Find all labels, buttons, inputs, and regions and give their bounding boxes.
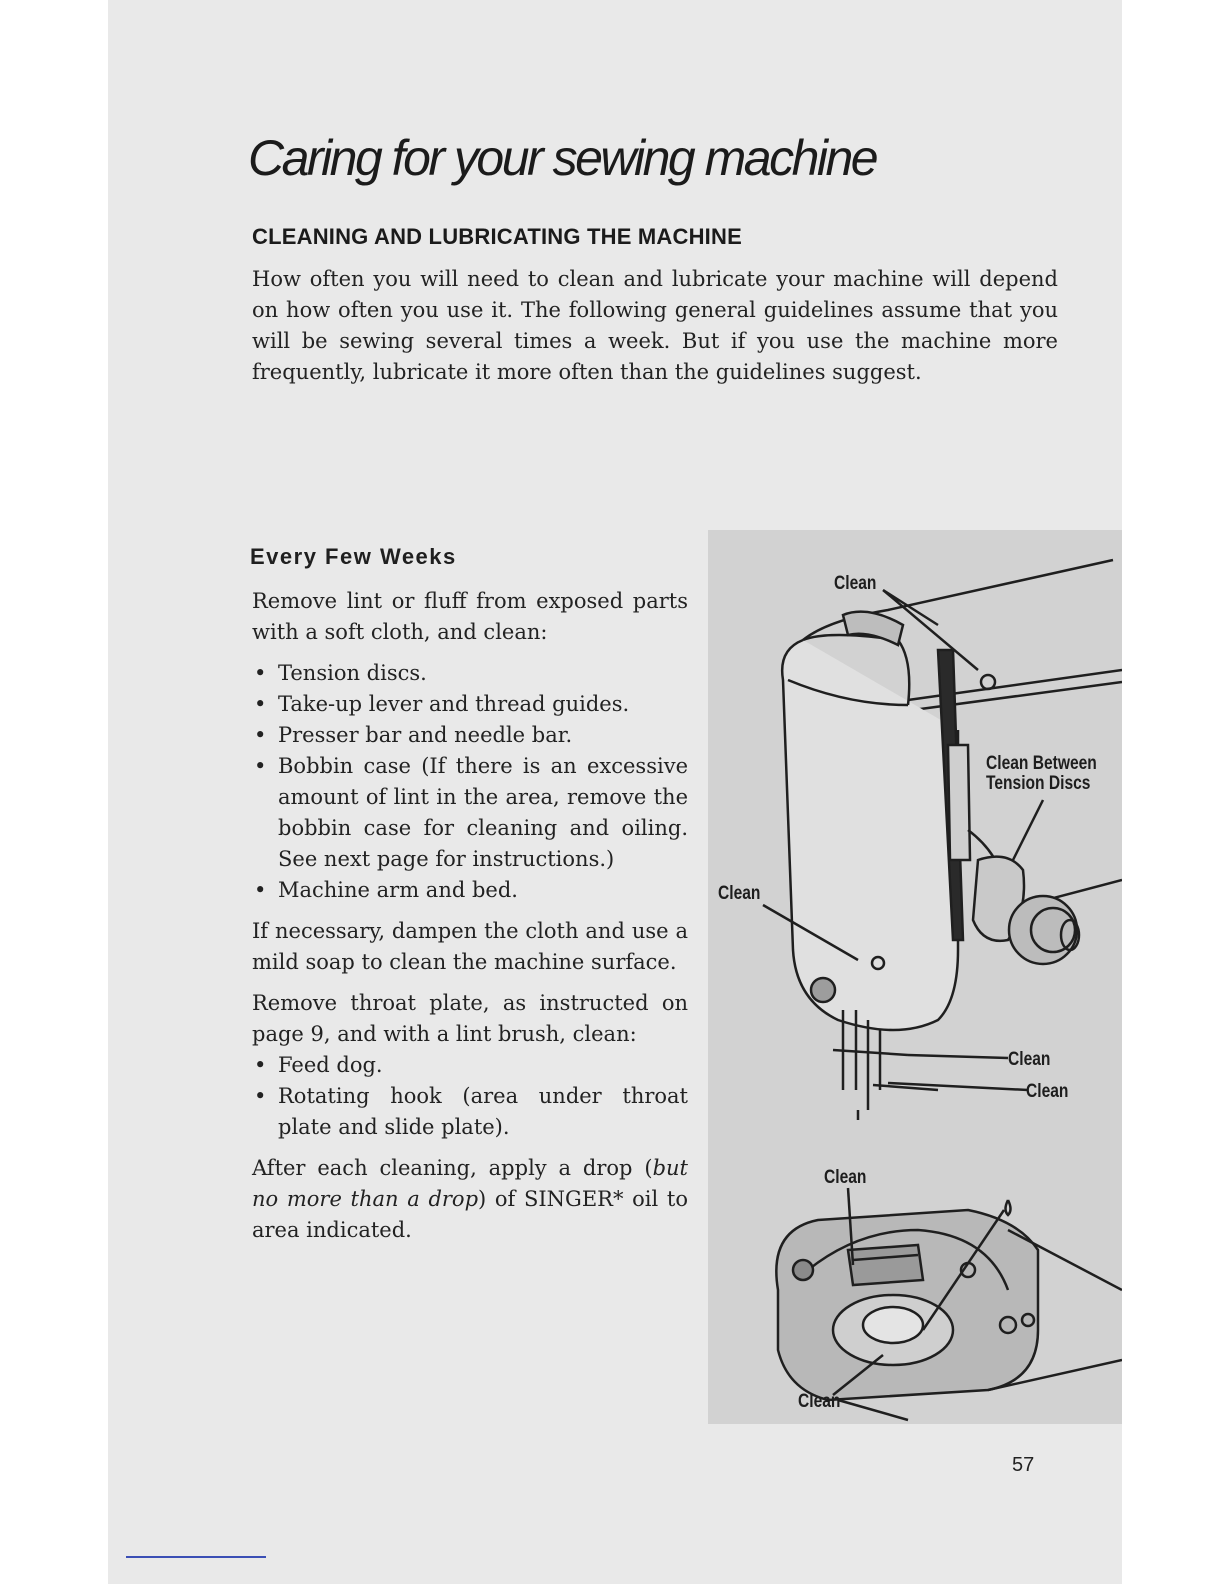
oil-text-prefix: After each cleaning, apply a drop ( xyxy=(252,1156,653,1180)
instructions-column xyxy=(252,586,688,1256)
corner-line xyxy=(126,1556,266,1558)
label-clean-between-line2: Tension Discs xyxy=(986,773,1091,794)
dampen-paragraph: If necessary, dampen the cloth and use a mild soap to clean the machine surface. xyxy=(252,919,688,974)
list-item: • Bobbin case (If there is an excessive amount of lint in the area, remove the bobbin case for cleaning and oiling. See next page for instructions.) xyxy=(252,751,688,875)
list-item: • Machine arm and bed. xyxy=(252,875,688,906)
label-clean-top: Clean xyxy=(834,573,877,594)
throat-plate-paragraph: Remove throat plate, as instructed on page 9, and with a lint brush, clean: xyxy=(252,991,688,1046)
page-title: Caring for your sewing machine xyxy=(248,130,877,186)
list-item: • Take-up lever and thread guides. xyxy=(252,689,688,720)
label-clean-right-2: Clean xyxy=(1026,1081,1069,1102)
page-number: 57 xyxy=(1012,1454,1035,1476)
list-item: • Tension discs. xyxy=(252,658,688,689)
machine-drawing xyxy=(708,530,1122,1424)
label-clean-left: Clean xyxy=(718,883,761,904)
lead-paragraph: Remove lint or fluff from exposed parts with a soft cloth, and clean: xyxy=(252,589,688,644)
throat-list xyxy=(252,1050,688,1143)
list-item: • Rotating hook (area under throat plate and slide plate). xyxy=(252,1081,688,1143)
label-clean-bed-top: Clean xyxy=(824,1167,867,1188)
machine-illustration xyxy=(708,530,1122,1424)
label-clean-bed-bottom: Clean xyxy=(798,1391,841,1412)
label-clean-right-1: Clean xyxy=(1008,1049,1051,1070)
list-item: • Feed dog. xyxy=(252,1050,688,1081)
oil-text-suffix: ) of SINGER* oil to area indicated. xyxy=(252,1187,688,1242)
intro-paragraph: How often you will need to clean and lubricate your machine will depend on how often you use it. The following general guidelines assume that you will be sewing several times a week. But if you use the machine more frequently, lubricate it more often than the guidelines suggest. xyxy=(252,267,1058,384)
label-clean-between-line1: Clean Between xyxy=(986,753,1097,774)
section-heading: CLEANING AND LUBRICATING THE MACHINE xyxy=(252,224,742,249)
oil-paragraph xyxy=(252,1153,688,1246)
oil-text-emphasis: but no more than a drop xyxy=(252,1156,688,1211)
every-few-weeks-heading: Every Few Weeks xyxy=(250,544,457,569)
list-item: • Presser bar and needle bar. xyxy=(252,720,688,751)
cleaning-list xyxy=(252,658,688,906)
